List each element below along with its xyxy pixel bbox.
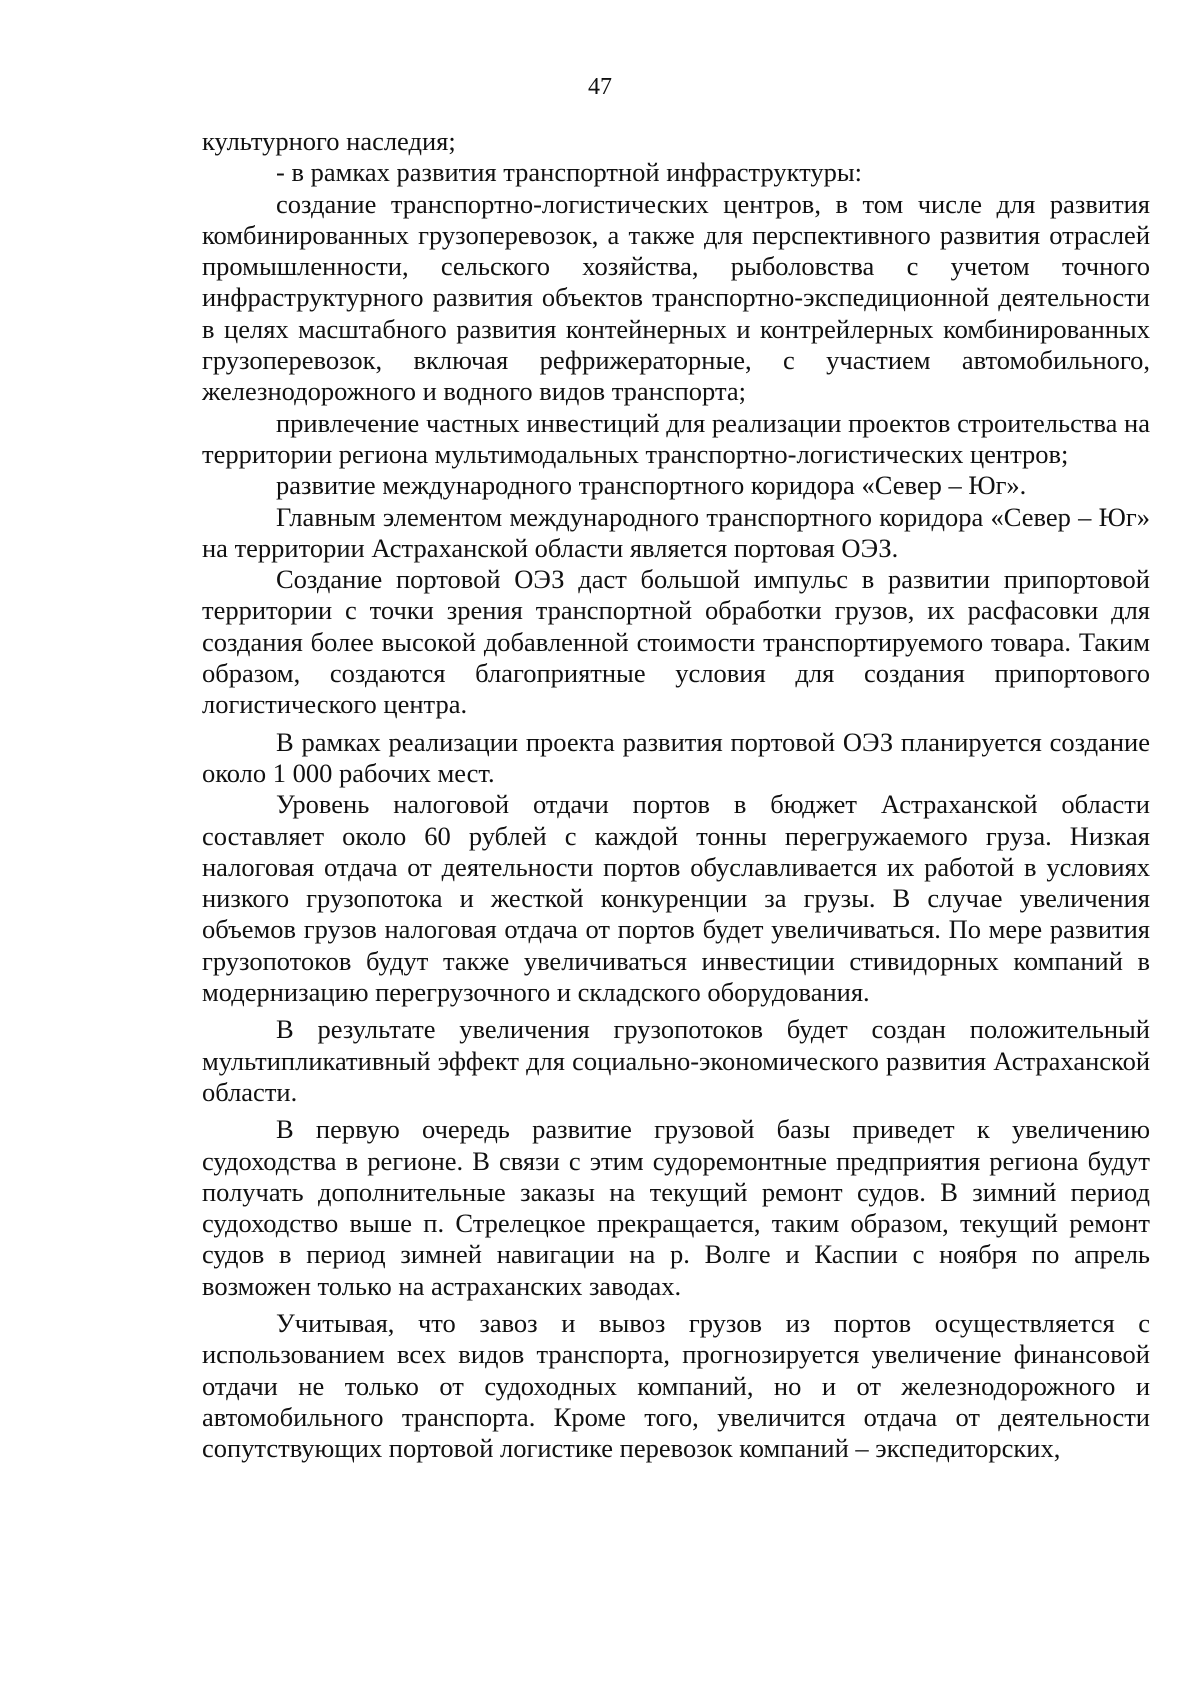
paragraph-transport-infrastructure-heading: - в рамках развития транспортной инфраструктуры: [276,157,863,188]
paragraph-multiplier-effect: В результате увеличения грузопотоков будет создан положительный мультипликативный эффект для социально-экономического развития Астраханской области. [202,1014,1150,1107]
document-body [202,126,1150,1464]
paragraph-jobs: В рамках реализации проекта развития портовой ОЭЗ планируется создание около 1 000 рабочих мест. [202,726,1150,788]
paragraph-port-sez-impulse: Создание портовой ОЭЗ даст большой импульс в развитии припортовой территории с точки зрения транспортной обработки грузов, их расфасовки для создания более высокой добавленной стоимости транспортируемого товара. Таким образом, создаются благоприятные условия для создания припортового логистического центра. [202,564,1150,720]
paragraph-port-sez-element: Главным элементом международного транспортного коридора «Север – Юг» на территории Астраханской области является портовая ОЭЗ. [202,501,1150,563]
paragraph-shipping-growth: В первую очередь развитие грузовой базы приведет к увеличению судоходства в регионе. В связи с этим судоремонтные предприятия региона будут получать дополнительные заказы на текущий ремонт судов. В зимний период судоходство выше п. Стрелецкое прекращается, таким образом, текущий ремонт судов в период зимней навигации на р. Волге и Каспии с ноября по апрель возможен только на астраханских заводах. [202,1114,1150,1301]
paragraph-private-investment: привлечение частных инвестиций для реализации проектов строительства на территории региона мультимодальных транспортно-логистических центров; [202,407,1150,469]
paragraph-transport-modes: Учитывая, что завоз и вывоз грузов из портов осуществляется с использованием всех видов транспорта, прогнозируется увеличение финансовой отдачи не только от судоходных компаний, но и от железнодорожного и автомобильного транспорта. Кроме того, увеличится отдача от деятельности сопутствующих портовой логистике перевозок компаний – экспедиторских, [202,1307,1150,1464]
paragraph-tax-return: Уровень налоговой отдачи портов в бюджет Астраханской области составляет около 60 рублей с каждой тонны перегружаемого груза. Низкая налоговая отдача от деятельности портов обуславливается их работой в условиях низкого грузопотока и жесткой конкуренции за грузы. В случае увеличения объемов грузов налоговая отдача от портов будет увеличиваться. По мере развития грузопотоков будут также увеличиваться инвестиции стивидорных компаний в модернизацию перегрузочного и складского оборудования. [202,789,1150,1008]
paragraph-heritage-continuation: культурного наследия; [202,126,456,156]
paragraph-north-south-corridor: развитие международного транспортного коридора «Север – Юг». [276,470,1027,501]
page-number: 47 [588,74,612,100]
paragraph-logistics-centers: создание транспортно-логистических центров, в том числе для развития комбинированных грузоперевозок, а также для перспективного развития отраслей промышленности, сельского хозяйства, рыболовства с учетом точного инфраструктурного развития объектов транспортно-экспедиционной деятельности в целях масштабного развития контейнерных и контрейлерных комбинированных грузоперевозок, включая рефрижераторные, с участием автомобильного, железнодорожного и водного видов транспорта; [202,188,1150,407]
